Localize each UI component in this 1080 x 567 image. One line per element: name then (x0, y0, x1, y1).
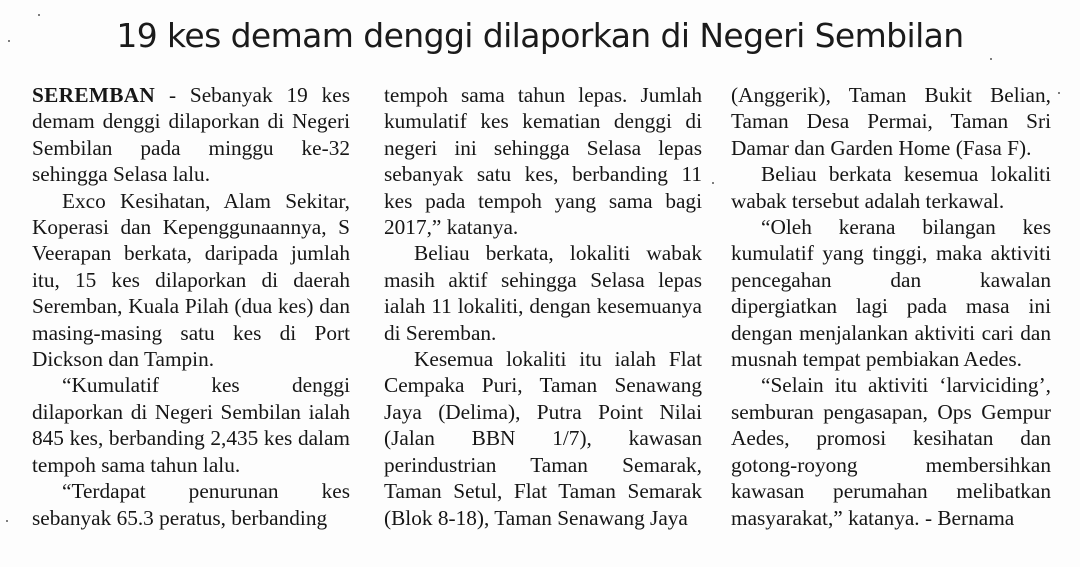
article-paragraph: “Selain itu aktiviti ‘larviciding’, semburan pengasapan, Ops Gempur Aedes, promosi kesihatan dan gotong-royong membersihkan kawasan perumahan melibatkan masyarakat,” katanya. - Bernama (731, 373, 1051, 530)
article-paragraph: “Terdapat penurunan kes sebanyak 65.3 peratus, berbanding (32, 479, 350, 530)
article-paragraph: (Anggerik), Taman Bukit Belian, Taman Desa Permai, Taman Sri Damar dan Garden Home (Fasa F). (731, 83, 1051, 160)
article-column-3 (731, 82, 1051, 531)
article-paragraph: Beliau berkata kesemua lokaliti wabak tersebut adalah terkawal. (731, 162, 1051, 213)
article-column-2 (384, 82, 702, 531)
scan-speck (6, 520, 8, 522)
article-paragraph: tempoh sama tahun lepas. Jumlah kumulatif kes kematian denggi di negeri ini sehingga Selasa lepas sebanyak satu kes, berbanding 11 kes pada tempoh yang sama bagi 2017,” katanya. (384, 83, 702, 240)
article-column-1 (32, 82, 350, 531)
article-body (0, 82, 1080, 562)
article-paragraph: SEREMBAN - Sebanyak 19 kes demam denggi dilaporkan di Negeri Sembilan pada minggu ke-32 sehingga Selasa lalu. (32, 83, 350, 187)
article-paragraph: Kesemua lokaliti itu ialah Flat Cempaka Puri, Taman Senawang Jaya (Delima), Putra Point Nilai (Jalan BBN 1/7), kawasan perindustrian Taman Semarak, Taman Setul, Flat Taman Semarak (Blok 8-18), Taman Senawang Jaya (384, 347, 702, 530)
scan-speck (38, 14, 40, 16)
article-paragraph: “Kumulatif kes denggi dilaporkan di Negeri Sembilan ialah 845 kes, berbanding 2,435 kes dalam tempoh sama tahun lalu. (32, 373, 350, 477)
dateline: SEREMBAN (32, 83, 156, 107)
headline: 19 kes demam denggi dilaporkan di Negeri Sembilan (116, 16, 964, 55)
scan-speck (712, 182, 714, 184)
article-paragraph: “Oleh kerana bilangan kes kumulatif yang tinggi, maka aktiviti pencegahan dan kawalan dipergiatkan lagi pada masa ini dengan menjalankan aktiviti cari dan musnah tempat pembiakan Aedes. (731, 215, 1051, 372)
scan-speck (990, 58, 992, 60)
article-paragraph: Exco Kesihatan, Alam Sekitar, Koperasi dan Kepenggunaannya, S Veerapan berkata, daripada jumlah itu, 15 kes dilaporkan di daerah Seremban, Kuala Pilah (dua kes) dan masing-masing satu kes di Port Dickson dan Tampin. (32, 188, 350, 372)
article-paragraph: Beliau berkata, lokaliti wabak masih aktif sehingga Selasa lepas ialah 11 lokaliti, dengan kesemuanya di Seremban. (384, 241, 702, 345)
scan-speck (8, 40, 10, 42)
scan-speck (1058, 92, 1060, 94)
